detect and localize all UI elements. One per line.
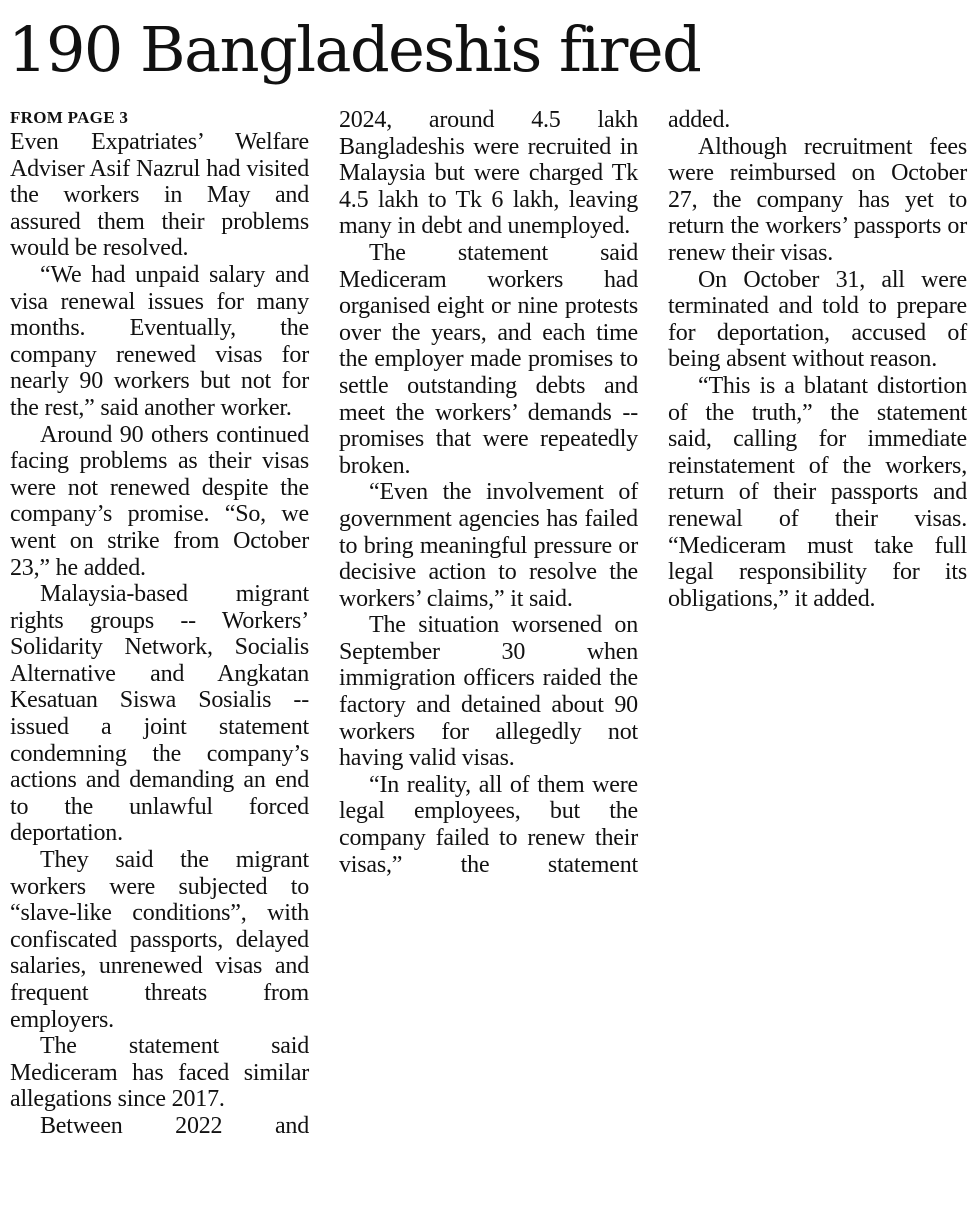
paragraph: Around 90 others continued facing problems as their visas were not renewed despite the company’s promise. “So, we went on strike from October 23,” he added. — [10, 421, 309, 581]
paragraph: “Even the involvement of government agencies has failed to bring meaningful pressure or decisive action to resolve the workers’ claims,” it said. — [339, 479, 638, 612]
paragraph: “This is a blatant distortion of the truth,” the statement said, calling for immediate reinstatement of the workers, return of their passports and renewal of their visas. “Mediceram must take full legal responsibility for its obligations,” it added. — [668, 372, 967, 612]
paragraph: The statement said Mediceram has faced similar allegations since 2017. — [10, 1033, 309, 1113]
paragraph: Although recruitment fees were reimbursed on October 27, the company has yet to return the workers’ passports or renew their visas. — [668, 133, 967, 266]
paragraph: On October 31, all were terminated and told to prepare for deportation, accused of being absent without reason. — [668, 266, 967, 373]
paragraph: The situation worsened on September 30 when immigration officers raided the factory and detained about 90 workers for allegedly not having valid visas. — [339, 612, 638, 772]
headline: 190 Bangladeshis fired — [8, 13, 701, 86]
paragraph: “We had unpaid salary and visa renewal issues for many months. Eventually, the company renewed visas for nearly 90 workers but not for the rest,” said another worker. — [10, 261, 309, 421]
article-column-2 — [339, 107, 638, 878]
paragraph: Even Expatriates’ Welfare Adviser Asif Nazrul had visited the workers in May and assured them their problems would be resolved. — [10, 129, 309, 262]
paragraph: 2024, around 4.5 lakh Bangladeshis were recruited in Malaysia but were charged Tk 4.5 lakh to Tk 6 lakh, leaving many in debt and unemployed. — [339, 107, 638, 240]
continued-from-label: FROM PAGE 3 — [10, 108, 129, 127]
paragraph: “In reality, all of them were legal employees, but the company failed to renew their visas,” the statement — [339, 771, 638, 878]
paragraph: They said the migrant workers were subjected to “slave-like conditions”, with confiscated passports, delayed salaries, unrenewed visas and frequent threats from employers. — [10, 847, 309, 1033]
article-column-1 — [10, 107, 309, 1140]
paragraph: The statement said Mediceram workers had organised eight or nine protests over the years, and each time the employer made promises to settle outstanding debts and meet the workers’ demands -- promises that were repeatedly broken. — [339, 239, 638, 479]
paragraph: Between 2022 and — [40, 1112, 309, 1139]
paragraph: Malaysia-based migrant rights groups -- Workers’ Solidarity Network, Socialis Alternative and Angkatan Kesatuan Siswa Sosialis -- issued a joint statement condemning the company’s actions and demanding an end to the unlawful forced deportation. — [10, 581, 309, 847]
paragraph: added. — [668, 107, 731, 133]
article-column-3 — [668, 107, 967, 612]
